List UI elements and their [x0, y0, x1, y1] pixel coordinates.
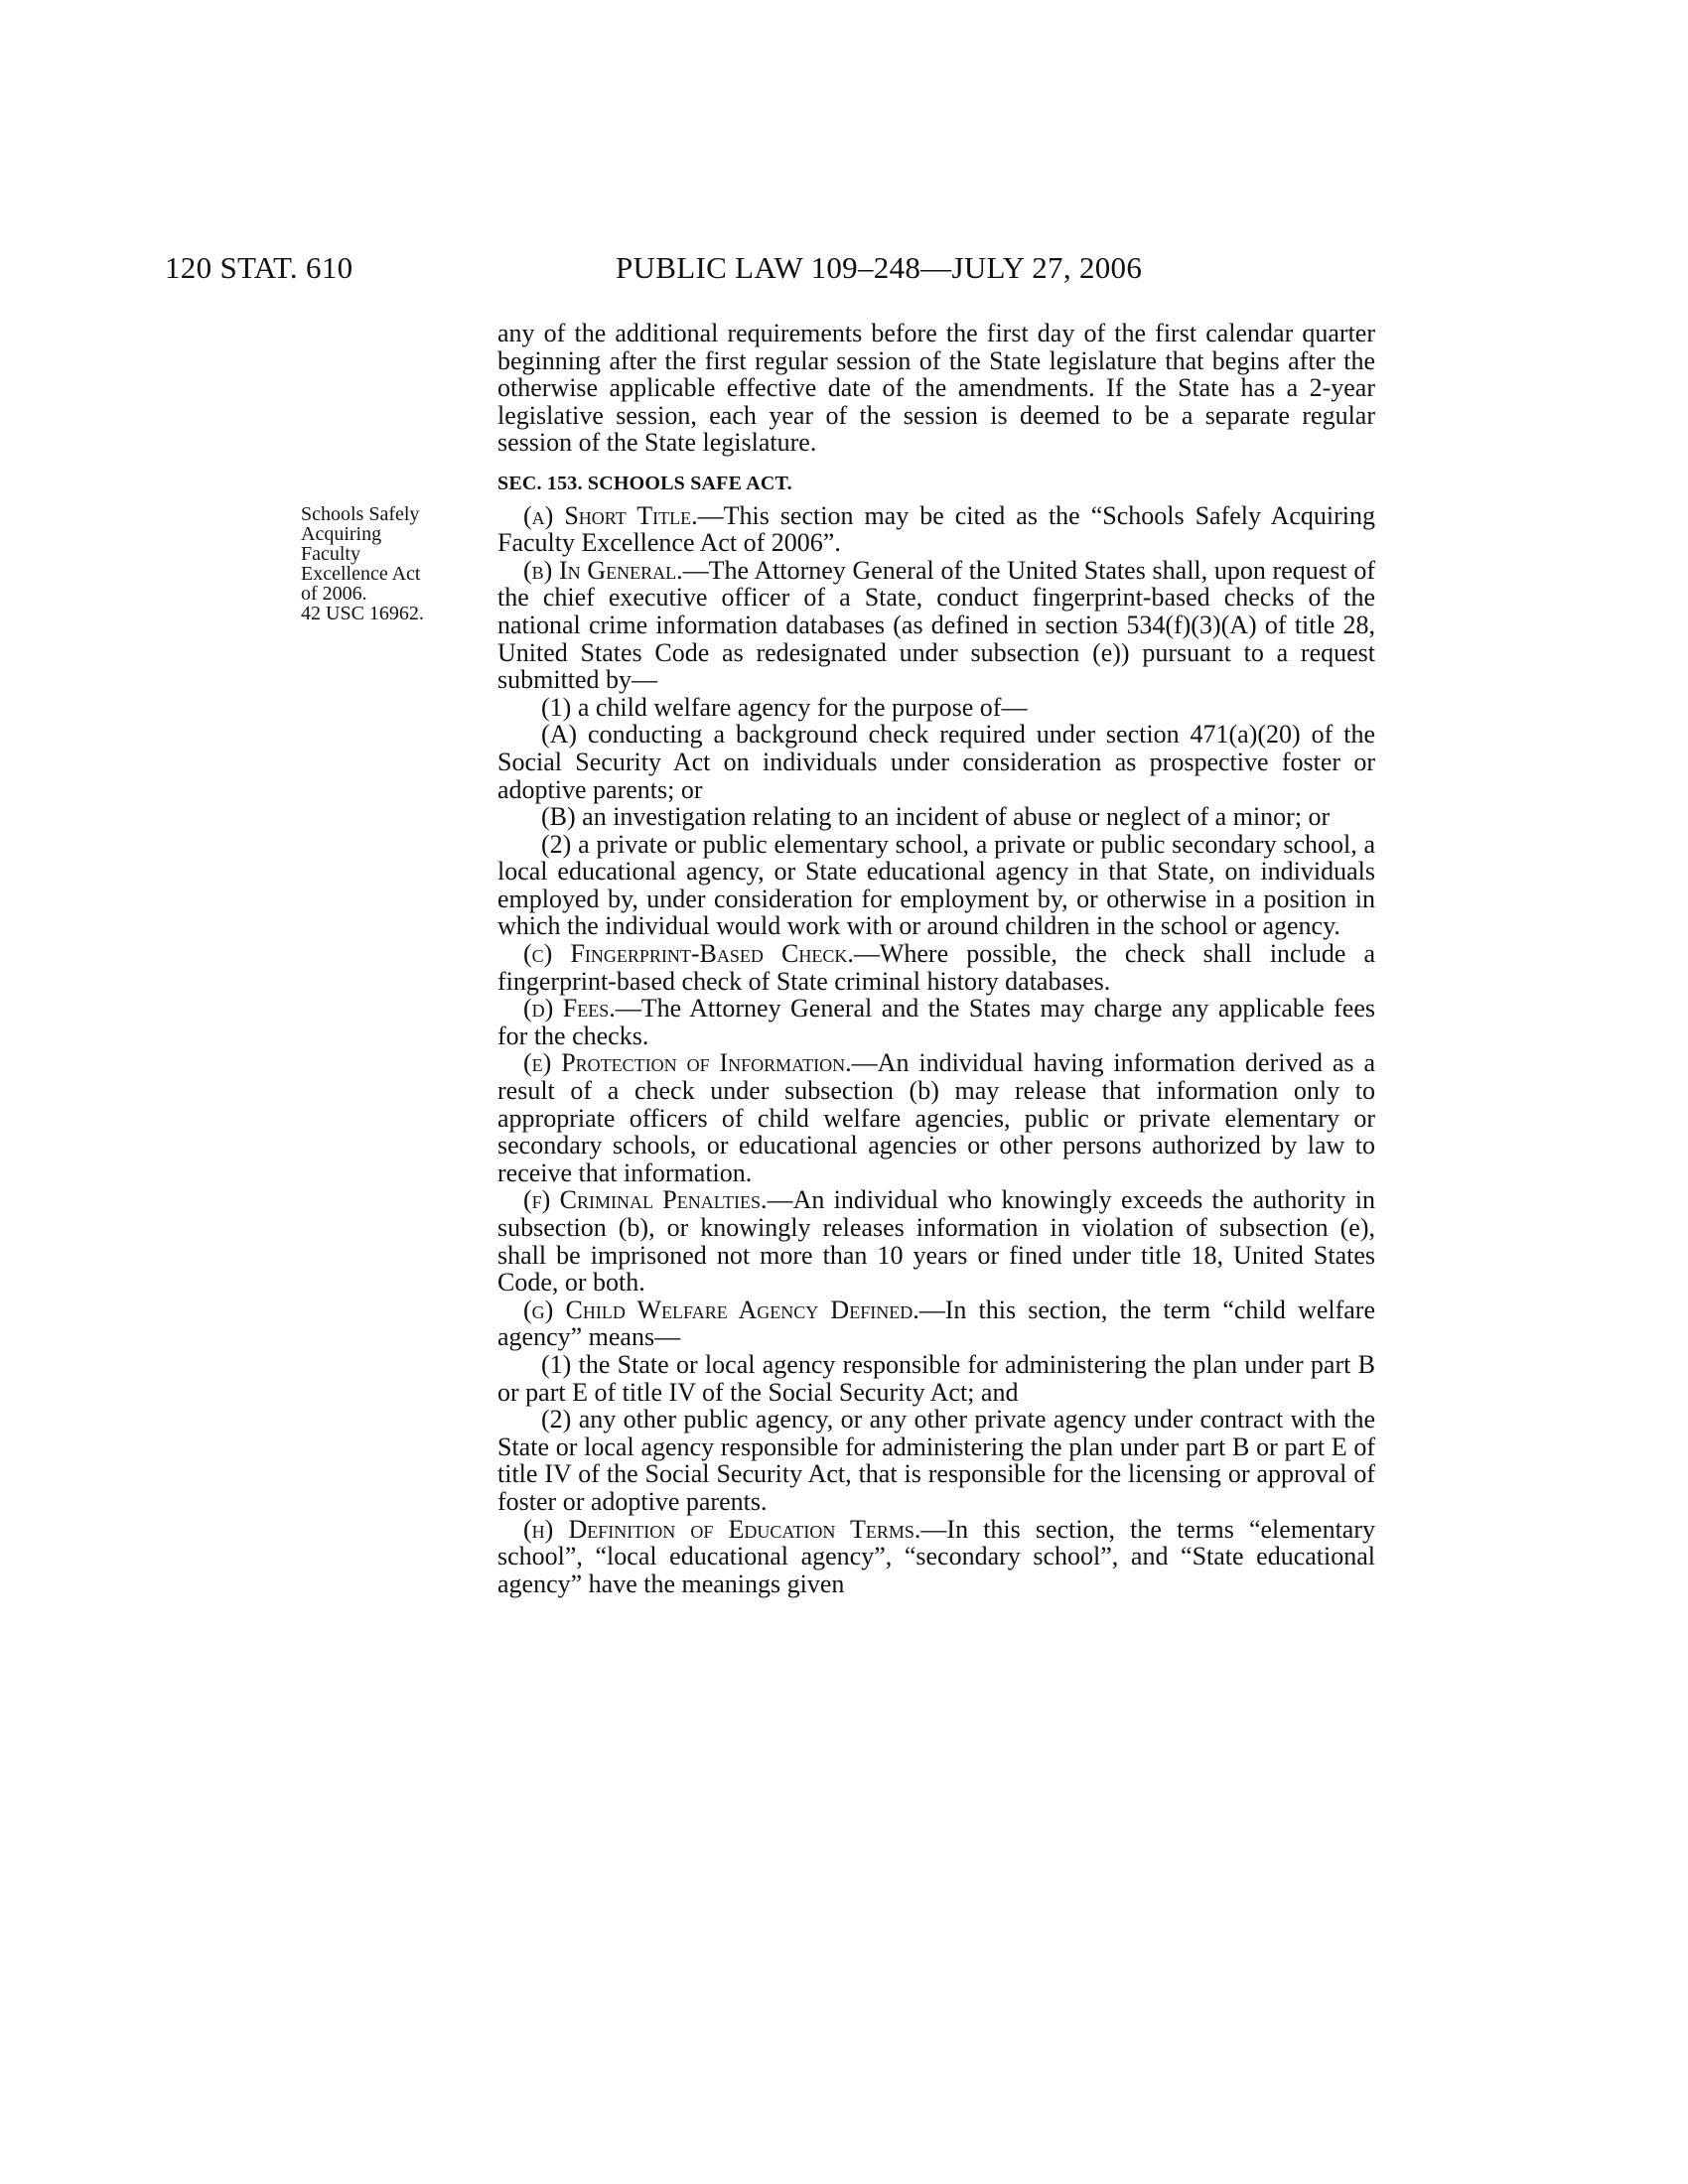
margin-note-citation: 42 USC 16962.	[301, 603, 424, 624]
subsection-f-heading: (f) Criminal Penalties.	[523, 1185, 768, 1215]
subsection-c-text: —Where possible, the check shall include a fingerprint-based check of State criminal history databases.	[497, 939, 1375, 996]
subsection-h	[497, 1516, 1375, 1598]
subsection-e	[497, 1049, 1375, 1186]
margin-note-line: of 2006.	[301, 583, 367, 605]
subsection-d-heading: (d) Fees.	[523, 994, 616, 1024]
paragraph-g-1: (1) the State or local agency responsible for administering the plan under part B or part E of title IV of the Social Security Act; and	[497, 1349, 1375, 1407]
paragraph-g-2: (2) any other public agency, or any other private agency under contract with the State or local agency responsible for administering the plan under part B or part E of title IV of the Social Security Act, that is responsible for the licensing or approval of foster or adoptive parents.	[497, 1405, 1375, 1516]
subsection-d-text: —The Attorney General and the States may charge any applicable fees for the checks.	[497, 994, 1375, 1050]
section-heading: SEC. 153. SCHOOLS SAFE ACT.	[497, 472, 792, 494]
margin-note-line: Acquiring	[301, 523, 382, 545]
subsection-b-text: —The Attorney General of the United States shall, upon request of the chief executive officer of a State, conduct fingerprint-based checks of the national crime information databases (as defined in section 534(f)(3)(A) of title 28, United States Code as redesignated under subsection (e)) pursuant to a request submitted by—	[497, 555, 1375, 695]
subsection-a-text: —This section may be cited as the “Schools Safely Acquiring Faculty Excellence Act of 2006”.	[497, 500, 1375, 558]
subsection-e-heading: (e) Protection of Information.	[523, 1048, 852, 1078]
subsection-c	[497, 940, 1375, 995]
subsection-h-heading: (h) Definition of Education Terms.	[523, 1514, 921, 1544]
subsection-d	[497, 995, 1375, 1049]
paragraph-b-1: (1) a child welfare agency for the purpose of—	[541, 692, 1028, 722]
subparagraph-b-1-A: (A) conducting a background check required under section 471(a)(20) of the Social Security Act on individuals under consideration as prospective foster or adoptive parents; or	[497, 720, 1375, 804]
statute-body	[497, 320, 1375, 1597]
subsection-g-heading: (g) Child Welfare Agency Defined.	[523, 1295, 919, 1324]
subsection-g	[497, 1297, 1375, 1351]
margin-note-line: Excellence Act	[301, 563, 421, 585]
margin-note	[301, 504, 460, 623]
running-header: PUBLIC LAW 109–248—JULY 27, 2006	[616, 250, 1143, 285]
subsection-b-heading: (b) In General.	[523, 555, 683, 585]
paragraph-b-2: (2) a private or public elementary school, a private or public secondary school, a local educational agency, or State educational agency in that State, on individuals employed by, under consideration for employment by, or otherwise in a position in which the individual would work with or around children in the school or agency.	[497, 829, 1375, 941]
subsection-b	[497, 557, 1375, 694]
margin-note-line: Schools Safely	[301, 503, 420, 525]
subsection-c-heading: (c) Fingerprint-Based Check.	[523, 939, 854, 969]
continued-paragraph: any of the additional requirements before the first day of the first calendar quarter beginning after the first regular session of the State legislature that begins after the otherwise applicable effective date of the amendments. If the State has a 2-year legislative session, each year of the session is deemed to be a separate regular session of the State legislature.	[497, 319, 1375, 458]
subsection-e-text: —An individual having information derived as a result of a check under subsection (b) may release that information only to appropriate officers of child welfare agencies, public or private elementary or secondary schools, or educational agencies or other persons authorized by law to receive that information.	[497, 1048, 1375, 1187]
subsection-f-text: —An individual who knowingly exceeds the authority in subsection (b), or knowingly releases information in violation of subsection (e), shall be imprisoned not more than 10 years or fined under title 18, United States Code, or both.	[497, 1185, 1375, 1297]
subparagraph-b-1-B: (B) an investigation relating to an incident of abuse or neglect of a minor; or	[541, 802, 1331, 832]
subsection-a-heading: (a) Short Title.	[523, 500, 698, 530]
page-stat-citation: 120 STAT. 610	[165, 250, 353, 285]
subsection-h-text: —In this section, the terms “elementary school”, “local educational agency”, “secondary school”, and “State educational agency” have the meanings given	[497, 1514, 1375, 1598]
subsection-f	[497, 1186, 1375, 1296]
subsection-a	[497, 502, 1375, 557]
subsection-g-text: —In this section, the term “child welfare agency” means—	[497, 1295, 1375, 1352]
margin-note-line: Faculty	[301, 543, 360, 565]
